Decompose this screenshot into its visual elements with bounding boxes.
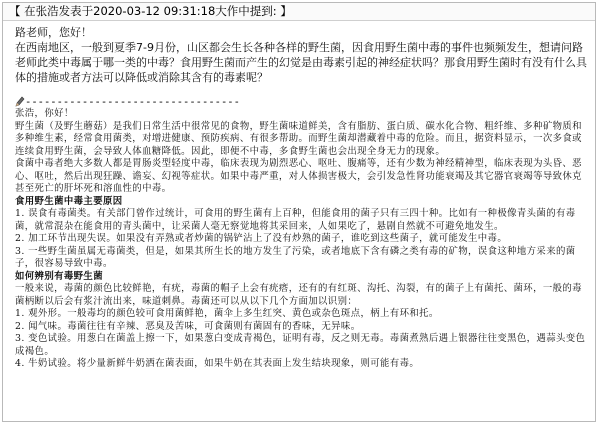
cause-item-2: 2. 加工环节出现失误。如果没有弄熟或者炒菌的锅铲沾上了没有炒熟的菌子，谁吃到这些菌子，就可能发生中毒。 — [15, 233, 508, 244]
identify-step-4: 4. 牛奶试验。将少量新鲜牛奶洒在菌表面，如果牛奶在其表面上发生结块现象，则可能有毒。 — [15, 358, 420, 369]
identify-paragraph: 一般来说，毒菌的颜色比较鲜艳，有疣，毒菌的帽子上会有疣瘩，还有的有红斑、沟托、沟裂，有的菌子上有菌托、菌环，一般的毒菌柄断以后会有浆汁流出来，味道刺鼻。毒菌还可以从以下几个方面加以识别： — [15, 283, 582, 307]
section-heading-identify: 如何辨别有毒野生菌 — [15, 270, 103, 282]
post-frame — [2, 2, 596, 422]
signature-divider — [15, 95, 595, 108]
quote-header: 【 在张浩发表于2020-03-12 09:31:18大作中提到: 】 — [3, 3, 595, 21]
identify-step-2: 2. 闻气味。毒菌往往有辛辣、恶臭及苦味，可食菌则有菌固有的香味，无异味。 — [15, 320, 361, 332]
reply-paragraph-symptoms: 食菌中毒者绝大多数人都是胃肠炎型轻度中毒，临床表现为剧烈恶心、呕吐、腹痛等，还有少数为神经精神型，临床表现为头昏、恶心、呕吐，然后出现狂躁、谵妄、幻视等症状。如果中毒严重，对人体损害极大，会引发急性肾功能衰竭及其它器官衰竭等导致休克甚至死亡的肝坏死和溶血性的中毒。 — [15, 158, 582, 194]
reply-greeting: 张浩，你好！ — [15, 108, 74, 119]
section-heading-causes: 食用野生菌中毒主要原因 — [15, 195, 123, 207]
pencil-icon — [15, 95, 25, 107]
cause-item-3: 3. 一些野生菌虽属无毒菌类，但是，如果其所生长的地方发生了污染，或者地底下含有磷之类有毒的矿物，误食这种地方采来的菌子，很容易导致中毒。 — [15, 245, 576, 269]
cause-item-1: 1. 误食有毒菌类。有关部门曾作过统计，可食用的野生菌有上百种，但能食用的菌子只有三四十种。比如有一种极像青头菌的有毒菌，就常混杂在能食用的青头菌中，让采菌人毫无察觉地将其采回来，人如果吃了，悬剧自然就不可避免地发生。 — [15, 208, 576, 232]
quoted-message — [15, 25, 589, 85]
divider-line: ---------------------------------- — [25, 96, 240, 108]
identify-step-1: 1. 观外形。一般毒均的颜色较可食用菌鲜艳，菌伞上多生红突、黄色或杂色斑点，柄上有环和托。 — [15, 308, 439, 319]
reply-paragraph-intro: 野生菌（及野生蘑菇）是我们日常生活中很常见的食物，野生菌味道鲜美，含有脂肪、蛋白质、碳水化合物、粗纤维、多种矿物质和多种维生素，经常食用菌类，对增进健康、预防疾病、有很多帮助。而野生菌却潜藏着中毒的危险。而且，据资料显示，一次多食或连续食用野生菌，会导致人体血糖降低。因此，即便不中毒，多食野生菌也会出现全身无力的现象。 — [15, 120, 582, 157]
quote-greeting: 路老师，您好！ — [15, 26, 92, 39]
reply-message — [15, 108, 589, 371]
identify-step-3: 3. 变色试验。用葱白在菌盖上擦一下，如果葱白变成青褐色，证明有毒，反之则无毒。毒菌煮熟后遇上银器往往变黑色，遇蒜头变色成褐色。 — [15, 333, 586, 357]
quote-body: 在西南地区，一般到夏季7-9月份，山区都会生长各种各样的野生菌，因食用野生菌中毒的事件也频频发生，想请问路老师此类中毒属于哪一类的中毒？食用野生菌而产生的幻觉是由毒素引起的神经症状吗？那食用野生菌时有没有什么具体的措施或者方法可以降低或消除其含有的毒素呢？ — [15, 41, 587, 84]
